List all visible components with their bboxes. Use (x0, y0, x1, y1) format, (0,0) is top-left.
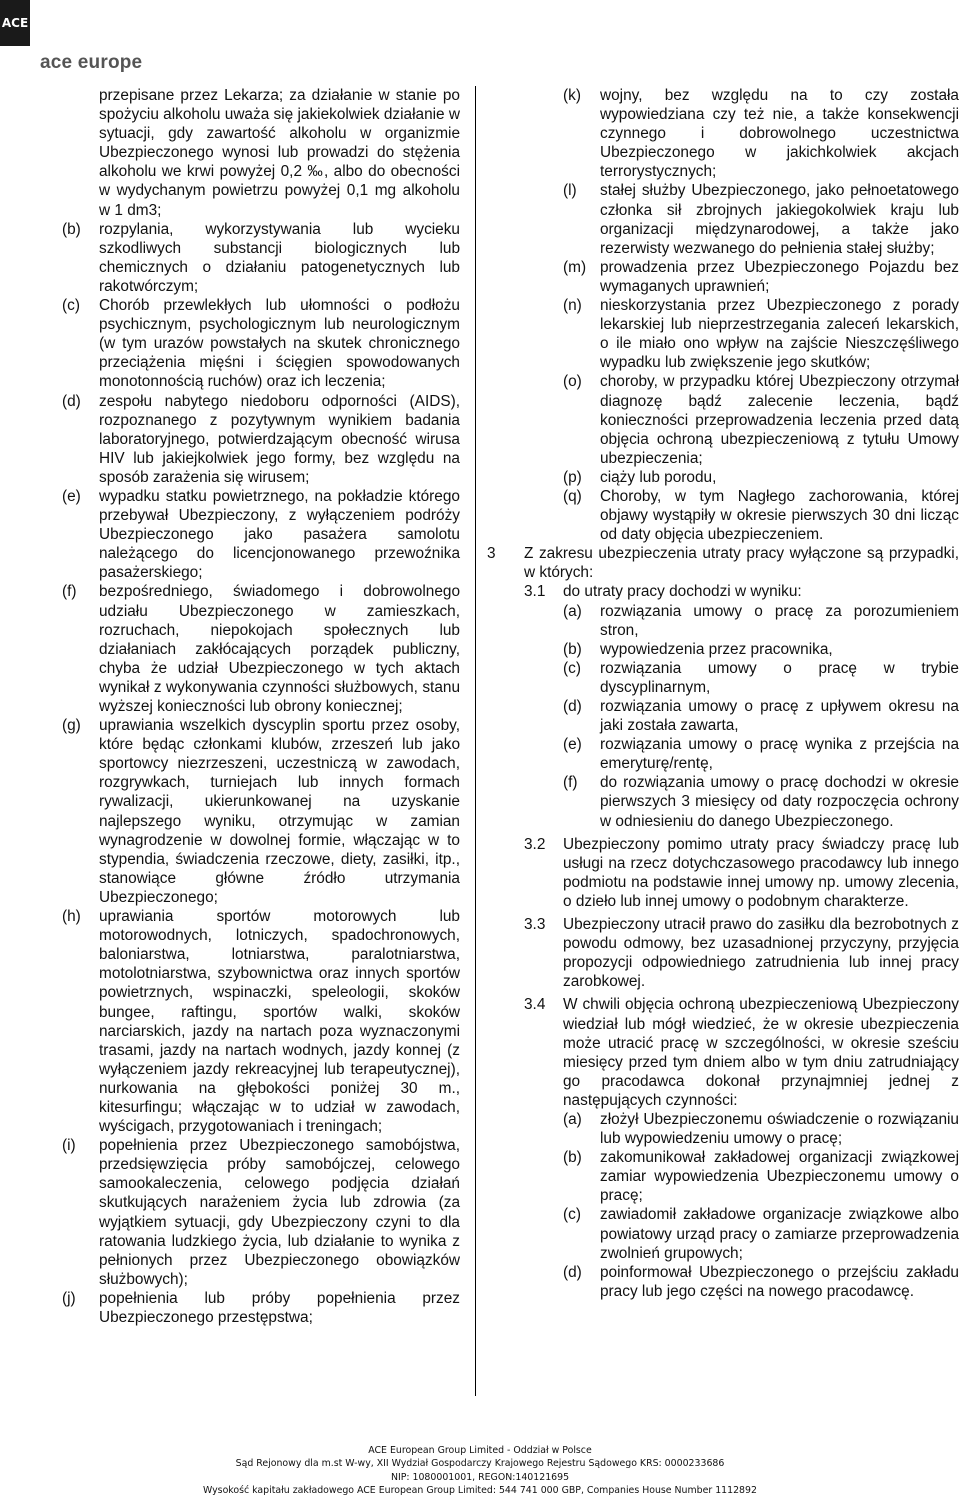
item-label: (d) (563, 1263, 582, 1281)
job-loss-cause-item (487, 640, 959, 659)
item-text: złożył Ubezpieczonemu oświadczenie o rozwiązaniu lub wypowiedzeniu umowy o pracę; (600, 1110, 959, 1148)
section-number: 3 (487, 545, 496, 563)
subsection-text: W chwili objęcia ochroną ubezpieczeniową Ubezpieczony wiedział lub mógł wiedzieć, że w okresie ubezpieczenia może utracić pracę w szczególności, w okresie sześciu miesięcy przed tym dniem albo w tym dniu zatrudniający go pracodawca dokonał przynajmniej jednej z następujących czynności: (563, 996, 959, 1109)
item-text: poinformował Ubezpieczonego o przejściu zakładu pracy lub jego części na nowego pracodawcę. (600, 1263, 959, 1300)
exclusion-item (487, 258, 959, 296)
subsection-number: 3.3 (524, 916, 546, 934)
footer-court-registry: Sąd Rejonowy dla m.st W-wy, XII Wydział Gospodarczy Krajowego Rejestru Sądowego KRS: 0000233686 (235, 1458, 725, 1470)
item-text: wojny, bez względu na to czy została wypowiedziana czy też nie, a także konsekwencji czynnego i dobrowolnego uczestnictwa Ubezpieczonego w jakichkolwiek akcjach terrorystycznych; (600, 87, 959, 181)
employer-action-item (487, 1148, 959, 1205)
item-text: Chorób przewlekłych lub ułomności o podłożu psychicznym, psychologicznym lub neurologicznym (w tym urazów powstałych na skutek chronicznego przeciążenia mięśni i ścięgien spowodowanych monotonnością ruchów) oraz ich leczenia; (99, 297, 460, 391)
employer-action-item (487, 1205, 959, 1262)
item-label: (n) (563, 297, 582, 315)
item-text: choroby, w przypadku której Ubezpieczony otrzymał diagnozę bądź zalecenie leczenia, bądź konieczności przeprowadzenia leczenia przed datą objęcia ochroną ubezpieczeniową z tytułu Umowy ubezpieczenia; (600, 373, 959, 467)
section-text: Z zakresu ubezpieczenia utraty pracy wyłączone są przypadki, w których: (524, 545, 959, 582)
employer-action-item (487, 1110, 959, 1148)
subsection-text: Ubezpieczony pomimo utraty pracy świadczy pracę lub usługi na rzecz dotychczasowego pracodawcy lub innego podmiotu na podstawie innej umowy np. umowy zlecenia, o dzieło lub innej umowy o podobnym charakterze. (563, 835, 959, 910)
exclusion-list-right (487, 86, 959, 544)
item-text: popełnienia przez Ubezpieczonego samobójstwa, przedsięwzięcia próby samobójczej, celowego samookaleczenia, celowego podjęcia działań skutkujących narażeniem życia lub zdrowia (za wyjątkiem sytuacji, gdy Ubezpieczony czyni to dla ratowania ludzkiego życia, lub działanie to wynika z pełnionych przez Ubezpieczonego obowiązków służbowych); (99, 1137, 460, 1288)
job-loss-cause-item (487, 659, 959, 697)
item-label: (f) (563, 774, 578, 792)
item-label: (m) (563, 258, 587, 276)
exclusion-item (62, 716, 460, 907)
subsection-3-3 (487, 915, 959, 991)
exclusion-item (62, 392, 460, 487)
item-label: (b) (62, 220, 81, 238)
job-loss-cause-item (487, 602, 959, 640)
item-text: rozpylania, wykorzystywania lub wycieku szkodliwych substancji biologicznych lub chemicznych o działaniu patogenetycznych lub rakotwórczym; (99, 220, 460, 295)
footer-share-capital: Wysokość kapitału zakładowego ACE European Group Limited: 544 741 000 GBP, Companies House Number 1112892 (203, 1485, 757, 1497)
item-text: zespołu nabytego niedoboru odporności (AIDS), rozpoznanego z pozytywnym wynikiem badania laboratoryjnego, potwierdzającym obecność wirusa HIV lub jakiejkolwiek jego formy, bez względu na sposób zarażenia się wirusem; (99, 392, 460, 486)
item-text: wypadku statku powietrznego, na pokładzie którego przebywał Ubezpieczony, z wyłączeniem podróży Ubezpieczonego jako pasażera samolotu należącego do licencjonowanego przewoźnika pasażerskiego; (99, 487, 460, 582)
item-label: (i) (62, 1137, 76, 1155)
exclusion-item (62, 907, 460, 1136)
item-text: zawiadomił zakładowe organizacje związkowe albo powiatowy urząd pracy o zamiarze przeprowadzenia zwolnień grupowych; (600, 1206, 959, 1262)
item-label: (e) (563, 736, 582, 754)
item-label: (c) (62, 297, 80, 315)
right-column (487, 86, 959, 1301)
item-text: Choroby, w tym Nagłego zachorowania, której objawy wystąpiły w okresie pierwszych 30 dni licząc od daty objęcia ubezpieczeniem. (600, 487, 959, 544)
item-label: (k) (563, 87, 581, 104)
item-text: do rozwiązania umowy o pracę dochodzi w okresie pierwszych 3 miesięcy od daty rozpoczęcia ochrony w odniesieniu do danego Ubezpieczonego. (600, 774, 959, 830)
item-text: prowadzenia przez Ubezpieczonego Pojazdu bez wymaganych uprawnień; (600, 258, 959, 295)
section-3 (487, 544, 959, 582)
exclusion-item (487, 86, 959, 181)
item-text: ciąży lub porodu, (600, 468, 717, 486)
item-text: rozwiązania umowy o pracę w trybie dyscyplinarnym, (600, 659, 959, 696)
exclusion-item (487, 296, 959, 372)
exclusion-item (62, 582, 460, 716)
exclusion-item (62, 1136, 460, 1289)
item-label: (h) (62, 908, 81, 926)
item-text: rozwiązania umowy o pracę za porozumieniem stron, (600, 602, 959, 639)
item-label: (f) (62, 583, 77, 601)
page-footer (0, 1444, 960, 1498)
subsection-number: 3.4 (524, 996, 546, 1014)
item-label: (l) (563, 182, 577, 200)
column-divider (475, 86, 476, 1396)
item-label: (j) (62, 1289, 76, 1307)
item-label: (g) (62, 717, 81, 735)
item-label: (d) (563, 698, 582, 715)
footer-tax-ids: NIP: 1080001001, REGON:140121695 (390, 1471, 570, 1483)
item-label: (c) (563, 659, 581, 677)
item-text: bezpośredniego, świadomego i dobrowolnego udziału Ubezpieczonego w zamieszkach, rozruchach, niepokojach społecznych lub działaniach zakłócających porządek publiczny, chyba że udział Ubezpieczonego w tych aktach wynikał z wykonywania czynności służbowych, stanu wyższej konieczności lub obrony koniecznej; (99, 583, 460, 715)
item-text: nieskorzystania przez Ubezpieczonego z porady lekarskiej lub nieprzestrzegania zaleceń lekarskich, o ile miało ono wpływ na zajście Nieszczęśliwego wypadku lub zwiększenie jego skutków; (600, 297, 959, 372)
item-label: (c) (563, 1206, 581, 1224)
item-text: przepisane przez Lekarza; za działanie w stanie po spożyciu alkoholu uważa się jakiekolwiek działanie w sytuacji, gdy zawartość alkoholu w organizmie Ubezpieczonego wynosi lub prowadzi do stężenia alkoholu we krwi powyżej 0,2 ‰, albo do obecności w wydychanym powietrzu powyżej 0,1 mg alkoholu w 1 dm3; (99, 87, 461, 219)
exclusion-item (487, 372, 959, 467)
exclusion-item (62, 296, 460, 391)
job-loss-cause-item (487, 735, 959, 773)
job-loss-causes-list (487, 602, 959, 831)
item-text: uprawiania sportów motorowych lub motorowodnych, lotniczych, spadochronowych, baloniarstwa, lotniarstwa, paralotniarstwa, motolotniarstwa, szybownictwa oraz innych sportów powietrznych, wspinaczki, speleologii, skoków bungee, raftingu, sportów walki, skoków narciarskich, jazdy na nartach poza wyznaczonymi trasami, jazdy na nartach wodnych, jazdy konnej (z wyłączeniem jazdy rekreacyjnej lub terapeutycznej), nurkowania na głębokości poniżej 30 m., kitesurfingu; włączając w to udział w zawodach, wyścigach, przygotowaniach i treningach; (99, 908, 460, 1136)
item-text: wypowiedzenia przez pracownika, (600, 640, 833, 658)
item-text: zakomunikował zakładowej organizacji związkowej zamiar wypowiedzenia Ubezpieczonemu umowy o pracę; (600, 1149, 959, 1205)
exclusion-item (487, 487, 959, 544)
footer-company: ACE European Group Limited - Oddział w Polsce (368, 1445, 592, 1456)
ace-logo-mark: ACE (0, 0, 30, 46)
exclusion-list-left (62, 220, 460, 1327)
item-label: (b) (563, 1149, 582, 1167)
exclusion-item (487, 468, 959, 487)
subsection-3-2 (487, 835, 959, 911)
exclusion-item (62, 220, 460, 296)
exclusion-item (487, 181, 959, 257)
employer-action-item (487, 1263, 959, 1301)
left-column (62, 86, 460, 1327)
item-text: rozwiązania umowy o pracę wynika z przejścia na emeryturę/rentę, (600, 736, 959, 773)
item-label: (o) (563, 373, 582, 391)
employer-actions-list (487, 1110, 959, 1301)
item-label: (a) (563, 602, 582, 620)
item-label: (q) (563, 487, 582, 505)
item-label: (d) (62, 392, 81, 410)
subsection-text: Ubezpieczony utracił prawo do zasiłku dla bezrobotnych z powodu odmowy, bez uzasadnionej przyczyny, przyjęcia propozycji odpowiedniego zatrudnienia lub innej pracy zarobkowej. (563, 916, 959, 991)
subsection-3-4 (487, 995, 959, 1110)
job-loss-cause-item (487, 773, 959, 830)
item-label: (b) (563, 640, 582, 658)
ace-europe-logo (0, 0, 160, 80)
continued-item-a (62, 86, 460, 220)
item-text: popełnienia lub próby popełnienia przez Ubezpieczonego przestępstwa; (99, 1289, 460, 1326)
subsection-number: 3.2 (524, 835, 546, 853)
subsection-text: do utraty pracy dochodzi w wyniku: (563, 583, 802, 601)
item-text: uprawiania wszelkich dyscyplin sportu przez osoby, które będąc członkami klubów, zrzeszeń lub jako sportowcy niezrzeszeni, uczestniczą w zawodach, rozgrywkach, turniejach lub innych formach rywalizacji, ukierunkowanej na uzyskanie najlepszego wyniku, otrzymując w zamian wynagrodzenie w dowolnej formie, włączając w to stypendia, świadczenia rzeczowe, diety, zasiłki, itp., stanowiące główne źródło utrzymania Ubezpieczonego; (99, 717, 460, 906)
brand-name: ace europe (40, 52, 143, 73)
job-loss-cause-item (487, 697, 959, 735)
exclusion-item (62, 1289, 460, 1327)
item-label: (a) (563, 1110, 582, 1128)
item-text: stałej służby Ubezpieczonego, jako pełnoetatowego członka sił zbrojnych jakiegokolwiek kraju lub organizacji międzynarodowej, a także jako rezerwisty wezwanego do pełnienia stałej służby; (600, 182, 959, 257)
item-label: (e) (62, 487, 81, 505)
item-label: (p) (563, 468, 582, 486)
subsection-3-1 (487, 582, 959, 601)
item-text: rozwiązania umowy o pracę z upływem okresu na jaki została zawarta, (600, 698, 959, 735)
exclusion-item (62, 487, 460, 582)
subsection-number: 3.1 (524, 583, 546, 601)
